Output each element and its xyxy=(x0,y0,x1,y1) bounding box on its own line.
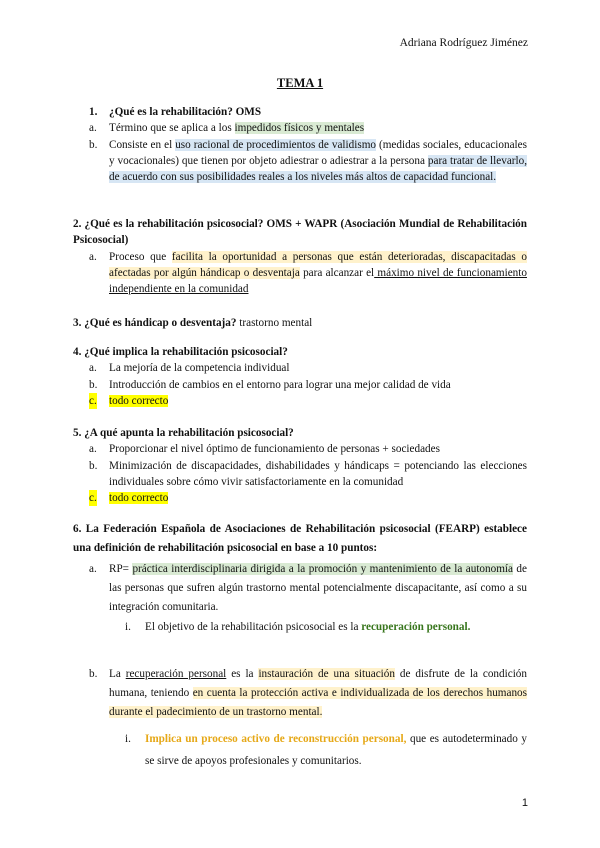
item-text: (medidas sociales, educacionales y vocacionales) que tienen por objeto adiestrar o adiestrar a la persona xyxy=(109,138,527,167)
highlight-yellow: instauración de una situación xyxy=(258,668,395,680)
question-1 xyxy=(73,104,527,185)
highlight-green: práctica interdisciplinaria dirigida a la promoción y mantenimiento de la autonomía xyxy=(132,563,513,575)
item-text: La mejoría de la competencia individual xyxy=(109,362,290,375)
question-6-item-b-i xyxy=(73,728,527,772)
question-2-item-a xyxy=(73,249,527,298)
question-4-item-c xyxy=(73,393,527,409)
item-text: para alcanzar el xyxy=(299,266,375,279)
question-6-item-a xyxy=(73,560,527,617)
green-emphasis-text: recuperación personal. xyxy=(361,621,471,633)
item-text: La xyxy=(109,668,126,680)
highlight-blue: para tratar de llevarlo, de acuerdo con sus posibilidades reales a los niveles más altos de capacidad funcional. xyxy=(109,154,528,184)
item-label: c. xyxy=(89,490,97,506)
underlined-text: máximo nivel de funcionamiento independiente en la comunidad xyxy=(109,266,527,296)
question-5-heading: 5. ¿A qué apunta la rehabilitación psicosocial? xyxy=(73,427,294,439)
question-6-heading: 6. La Federación Española de Asociaciones de Rehabilitación psicosocial (FEARP) establece una definición de rehabilitación psicosocial en base a 10 puntos: xyxy=(73,523,527,554)
item-label: a. xyxy=(89,250,97,263)
question-5-item-a xyxy=(73,441,527,457)
highlight-yellow: en cuenta la protección activa e individualizada de los derechos humanos durante el padecimiento de un trastorno mental. xyxy=(109,687,527,718)
highlight-green: impedidos físicos y mentales xyxy=(234,122,365,135)
question-3-answer: trastorno mental xyxy=(236,317,313,329)
question-1-heading xyxy=(73,104,527,120)
header-author: Adriana Rodríguez Jiménez xyxy=(399,37,528,49)
item-text: de disfrute de la condición humana, teniendo xyxy=(109,668,527,699)
item-label: i. xyxy=(125,733,131,745)
item-label: b. xyxy=(89,459,98,472)
page-number: 1 xyxy=(521,797,528,809)
question-4-item-a xyxy=(73,360,527,376)
highlight-yellow-bright: todo correcto xyxy=(109,492,169,505)
item-label: a. xyxy=(89,362,97,375)
question-1-item-a xyxy=(73,120,527,136)
item-label: a. xyxy=(89,563,97,575)
item-label: a. xyxy=(89,122,97,135)
item-label: c. xyxy=(89,393,97,409)
item-label: a. xyxy=(89,443,97,456)
question-1-number: 1. xyxy=(89,106,98,118)
question-5-item-c xyxy=(73,490,527,506)
question-1-item-b xyxy=(73,137,527,186)
question-6 xyxy=(73,520,527,772)
item-label: b. xyxy=(89,668,98,680)
item-text: de las personas que sufren algún trastorno mental potencialmente discapacitante, así como a su integración comunitaria. xyxy=(109,563,527,613)
highlight-yellow-bright: todo correcto xyxy=(109,394,169,407)
highlight-blue: uso racional de procedimientos de validismo xyxy=(175,138,376,151)
question-4-item-b xyxy=(73,377,527,393)
question-3-heading: 3. ¿Qué es hándicap o desventaja? xyxy=(73,317,237,329)
item-text: Introducción de cambios en el entorno para lograr una mejor calidad de vida xyxy=(109,378,451,391)
question-4-heading: 4. ¿Qué implica la rehabilitación psicosocial? xyxy=(73,346,288,358)
item-text: Término que se aplica a los xyxy=(109,122,235,135)
question-5-item-b xyxy=(73,458,527,491)
item-label: b. xyxy=(89,138,98,151)
item-text: El objetivo de la rehabilitación psicosocial es la xyxy=(145,621,362,633)
question-4 xyxy=(73,344,527,409)
underlined-text: recuperación personal xyxy=(125,668,227,680)
item-text: Minimización de discapacidades, dishabilidades y hándicaps = potenciando las elecciones individuales sobre cómo vivir satisfactoriamente en la comunidad xyxy=(109,459,527,488)
item-text: que es autodeterminado y se sirve de apoyos profesionales y comunitarios. xyxy=(145,733,527,767)
item-text: Proceso que xyxy=(109,250,172,263)
item-text: RP= xyxy=(109,563,133,575)
item-text: es la xyxy=(226,668,259,680)
page-title: TEMA 1 xyxy=(276,76,324,90)
question-1-text: ¿Qué es la rehabilitación? OMS xyxy=(109,106,262,118)
item-text: Proporcionar el nivel óptimo de funcionamiento de personas + sociedades xyxy=(109,443,440,456)
item-label: b. xyxy=(89,378,98,391)
question-2-heading: 2. ¿Qué es la rehabilitación psicosocial? OMS + WAPR (Asociación Mundial de Rehabilitación Psicosocial) xyxy=(73,218,527,247)
item-label: i. xyxy=(125,621,131,633)
question-2 xyxy=(73,216,527,297)
question-3 xyxy=(73,315,527,331)
gold-emphasis-text: Implica un proceso activo de reconstrucción personal, xyxy=(145,733,407,745)
question-5 xyxy=(73,425,527,506)
question-6-item-a-i xyxy=(73,618,527,637)
item-text: Consiste en el xyxy=(109,138,176,151)
highlight-yellow: facilita la oportunidad a personas que están deterioradas, discapacitadas o afectadas por algún hándicap o desventaja xyxy=(109,250,527,279)
question-3-line xyxy=(73,315,527,331)
question-6-item-b xyxy=(73,665,527,722)
